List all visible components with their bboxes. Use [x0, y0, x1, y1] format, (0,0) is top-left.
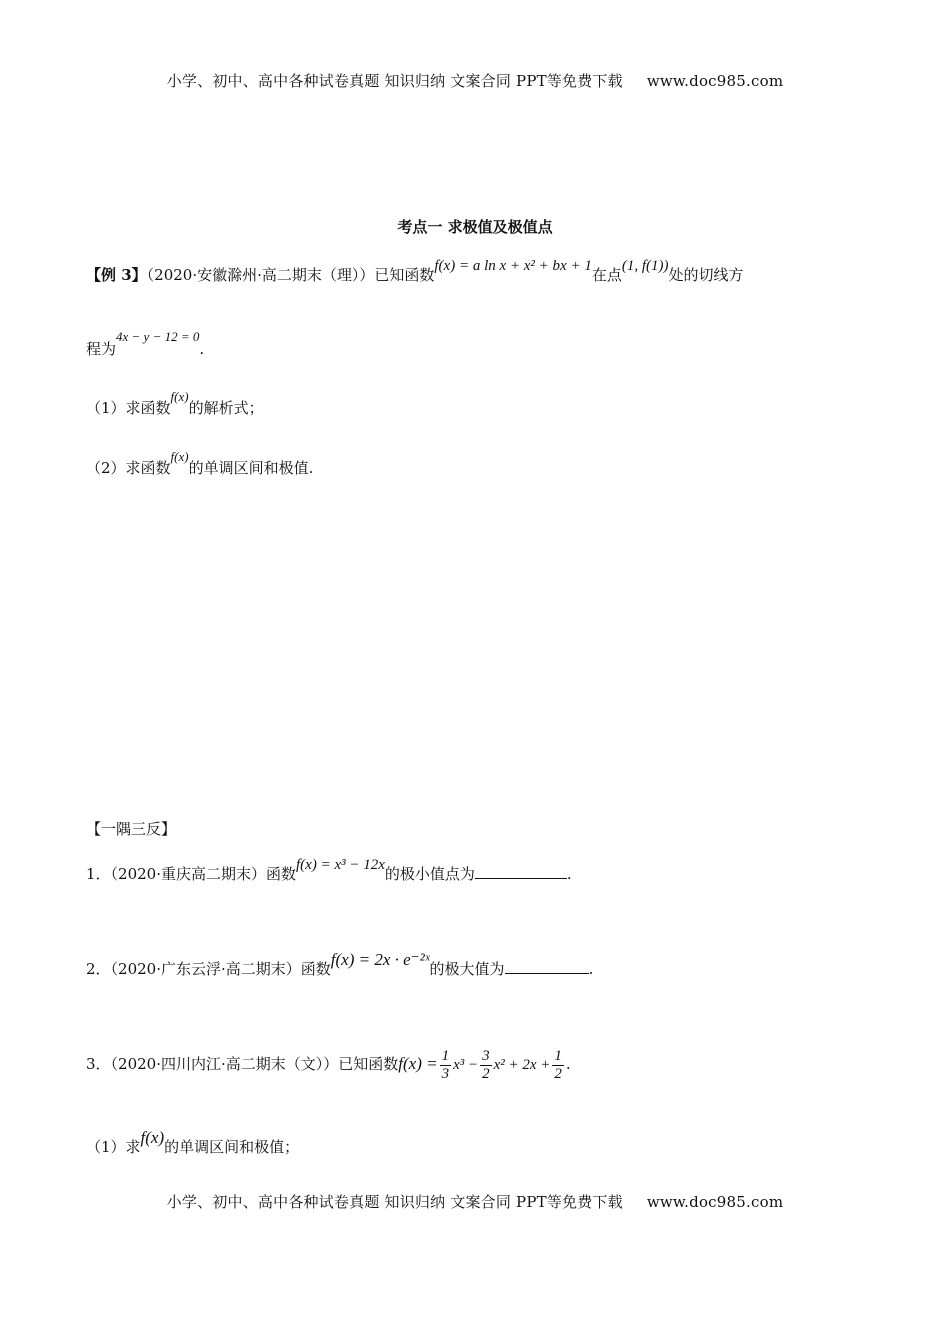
- example-line2-end: .: [199, 340, 205, 358]
- p2-function: f(x) = 2x · e⁻²ˣ: [330, 950, 430, 969]
- example-function: f(x) = a ln x + x² + bx + 1: [434, 258, 592, 274]
- q2-prefix: （2）求函数: [86, 459, 171, 477]
- p3-number: 3．: [86, 1055, 111, 1073]
- p2-source: （2020·广东云浮·高二期末）函数: [110, 960, 331, 978]
- p3-fraction-3: $\frac{1}{2}$: [554, 1048, 562, 1082]
- q1-prefix: （1）求函数: [86, 399, 171, 417]
- p3q1-function: f(x): [140, 1128, 165, 1147]
- p3-fraction-2: $\frac{3}{2}$: [482, 1048, 490, 1082]
- practice-item-3-question-1: [86, 1128, 300, 1157]
- footer-site: www.doc985.com: [646, 1193, 784, 1211]
- q2-suffix: 的单调区间和极值.: [188, 459, 314, 477]
- p2-end: .: [588, 960, 594, 978]
- example-tag: 【例 3】: [86, 266, 147, 284]
- example-question-1: [86, 389, 264, 418]
- example-source: （2020·安徽滁州·高二期末（理））已知函数: [146, 266, 435, 284]
- practice-heading: 【一隅三反】: [86, 820, 177, 838]
- example-line-2: [86, 329, 205, 359]
- p3-end: .: [565, 1055, 571, 1073]
- p1-answer-blank[interactable]: [475, 864, 567, 879]
- practice-item-2: [86, 950, 594, 979]
- section-title: 考点一 求极值及极值点: [397, 218, 553, 236]
- p2-number: 2．: [86, 960, 111, 978]
- example-line-1: [86, 258, 744, 285]
- header-site: www.doc985.com: [646, 72, 784, 90]
- p2-answer-blank[interactable]: [505, 959, 589, 974]
- q2-function: f(x): [170, 449, 189, 464]
- p2-suffix: 的极大值为: [429, 960, 505, 978]
- tangent-equation: 4x − y − 12 = 0: [116, 329, 200, 344]
- p3-fraction-1: $\frac{1}{3}$: [441, 1048, 450, 1082]
- header-text: 小学、初中、高中各种试卷真题 知识归纳 文案合同 PPT等免费下载: [166, 72, 623, 90]
- example-mid: 在点: [591, 266, 622, 284]
- p3-source: （2020·四川内江·高二期末（文））已知函数: [110, 1055, 399, 1073]
- p1-function: f(x) = x³ − 12x: [296, 857, 385, 873]
- p1-source: （2020·重庆高二期末）函数: [110, 865, 296, 883]
- footer-text: 小学、初中、高中各种试卷真题 知识归纳 文案合同 PPT等免费下载: [166, 1193, 623, 1211]
- page-header: [0, 70, 950, 91]
- p3-lhs: f(x) =: [398, 1054, 438, 1073]
- p3-term-2: x² + 2x +: [493, 1057, 551, 1073]
- practice-item-3: [86, 1048, 571, 1082]
- p3-term-1: x³ −: [453, 1057, 479, 1073]
- practice-item-1: [86, 857, 572, 884]
- q1-function: f(x): [170, 389, 189, 404]
- p3q1-suffix: 的单调区间和极值；: [164, 1138, 300, 1156]
- p1-number: 1．: [86, 865, 111, 883]
- example-question-2: [86, 449, 314, 478]
- p1-end: .: [566, 865, 572, 883]
- q1-suffix: 的解析式；: [188, 399, 264, 417]
- example-tail: 处的切线方: [668, 266, 744, 284]
- page-footer: [0, 1191, 950, 1212]
- p1-suffix: 的极小值点为: [384, 865, 475, 883]
- example-point: (1, f(1)): [621, 258, 669, 274]
- example-line2-prefix: 程为: [86, 340, 117, 358]
- p3q1-prefix: （1）求: [86, 1138, 141, 1156]
